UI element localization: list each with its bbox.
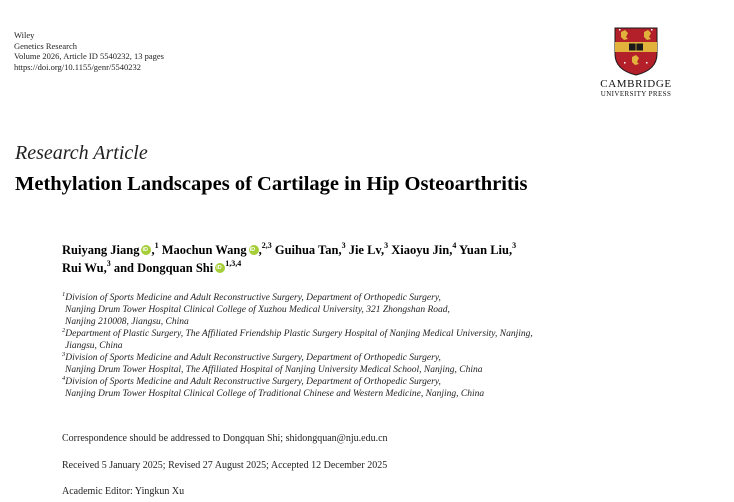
volume-info: Volume 2026, Article ID 5540232, 13 pages — [14, 51, 164, 61]
affiliation-number: 4 — [62, 375, 66, 382]
author-affil-sup: 1 — [154, 241, 159, 250]
affiliation-line: Nanjing Drum Tower Hospital Clinical College of Xuzhou Medical University, 321 Zhongshan Road, — [65, 305, 450, 315]
cambridge-logo — [588, 26, 684, 98]
author-affil-sup: 3 — [106, 259, 111, 268]
affiliation-line: Department of Plastic Surgery, The Affiliated Friendship Plastic Surgery Hospital of Nanjing Medical University, Nanjing, — [65, 329, 533, 339]
article-type: Research Article — [15, 142, 148, 164]
academic-editor: Academic Editor: Yingkun Xu — [62, 486, 185, 497]
author-line-1: Ruiyang JiangiD ,$^1$ Maochun WangiD ,$^{2,3}$ Guihua Tan,$^3$ Jie Lv,$^3$ Xiaoyu Jin,$^4$ Yuan Liu,$^3$ — [62, 241, 516, 259]
affiliation-line: Division of Sports Medicine and Adult Reconstructive Surgery, Department of Orthopedic Surgery, — [65, 377, 441, 387]
author-affil-sup: 2,3 — [261, 241, 272, 250]
author-name[interactable]: Yuan Liu — [459, 243, 509, 257]
journal-meta — [14, 30, 164, 72]
affiliation-item — [62, 328, 533, 352]
author-name[interactable]: Rui Wu — [62, 261, 104, 275]
affiliation-line: Nanjing Drum Tower Hospital, The Affiliated Hospital of Nanjing University Medical School, Nanjing, China — [65, 365, 483, 375]
affiliation-number: 2 — [62, 327, 66, 334]
affiliation-line: Division of Sports Medicine and Adult Reconstructive Surgery, Department of Orthopedic Surgery, — [65, 293, 441, 303]
author-affil-sup: 1,3,4 — [225, 259, 242, 268]
author-connector: and — [113, 261, 134, 275]
affiliation-item — [62, 376, 533, 400]
correspondence-line: Correspondence should be addressed to Dongquan Shi; shidongquan@nju.edu.cn — [62, 433, 388, 444]
journal-name: Genetics Research — [14, 40, 78, 51]
author-affil-sup: 3 — [341, 241, 346, 250]
author-name[interactable]: Guihua Tan — [274, 243, 339, 257]
affiliation-number: 3 — [62, 351, 66, 358]
author-affil-sup: 3 — [512, 241, 517, 250]
affiliation-number: 1 — [62, 291, 66, 298]
affiliation-line: Jiangsu, China — [65, 341, 123, 351]
publisher-name: Wiley — [14, 30, 35, 40]
author-line-2: Rui Wu,$^3$ and Dongquan ShiiD $^{1,3,4}$ — [62, 259, 516, 277]
author-name[interactable]: Maochun Wang — [161, 243, 247, 257]
author-list — [62, 241, 516, 277]
article-title: Methylation Landscapes of Cartilage in Hip Osteoarthritis — [15, 173, 528, 195]
affiliation-line: Nanjing 210008, Jiangsu, China — [65, 317, 189, 327]
author-name[interactable]: Ruiyang Jiang — [62, 243, 140, 257]
affiliation-line: Division of Sports Medicine and Adult Reconstructive Surgery, Department of Orthopedic Surgery, — [65, 353, 441, 363]
logo-line-2: UNIVERSITY PRESS — [600, 90, 672, 98]
author-name[interactable]: Dongquan Shi — [137, 261, 214, 275]
author-affil-sup: 3 — [384, 241, 389, 250]
affiliation-line: Nanjing Drum Tower Hospital Clinical College of Traditional Chinese and Western Medicine, Nanjing, China — [65, 389, 485, 399]
author-name[interactable]: Xiaoyu Jin — [391, 243, 450, 257]
doi-link[interactable]: https://doi.org/10.1155/genr/5540232 — [14, 61, 142, 72]
orcid-icon[interactable] — [215, 263, 225, 273]
orcid-icon[interactable] — [141, 245, 151, 255]
affiliation-item — [62, 352, 533, 376]
orcid-icon[interactable] — [249, 245, 259, 255]
logo-line-1: CAMBRIDGE — [600, 78, 672, 90]
affiliation-list — [62, 292, 533, 400]
author-affil-sup: 4 — [452, 241, 457, 250]
affiliation-item — [62, 292, 533, 328]
author-name[interactable]: Jie Lv — [348, 243, 381, 257]
dates-line: Received 5 January 2025; Revised 27 August 2025; Accepted 12 December 2025 — [62, 460, 388, 471]
cambridge-shield-icon — [613, 26, 659, 76]
